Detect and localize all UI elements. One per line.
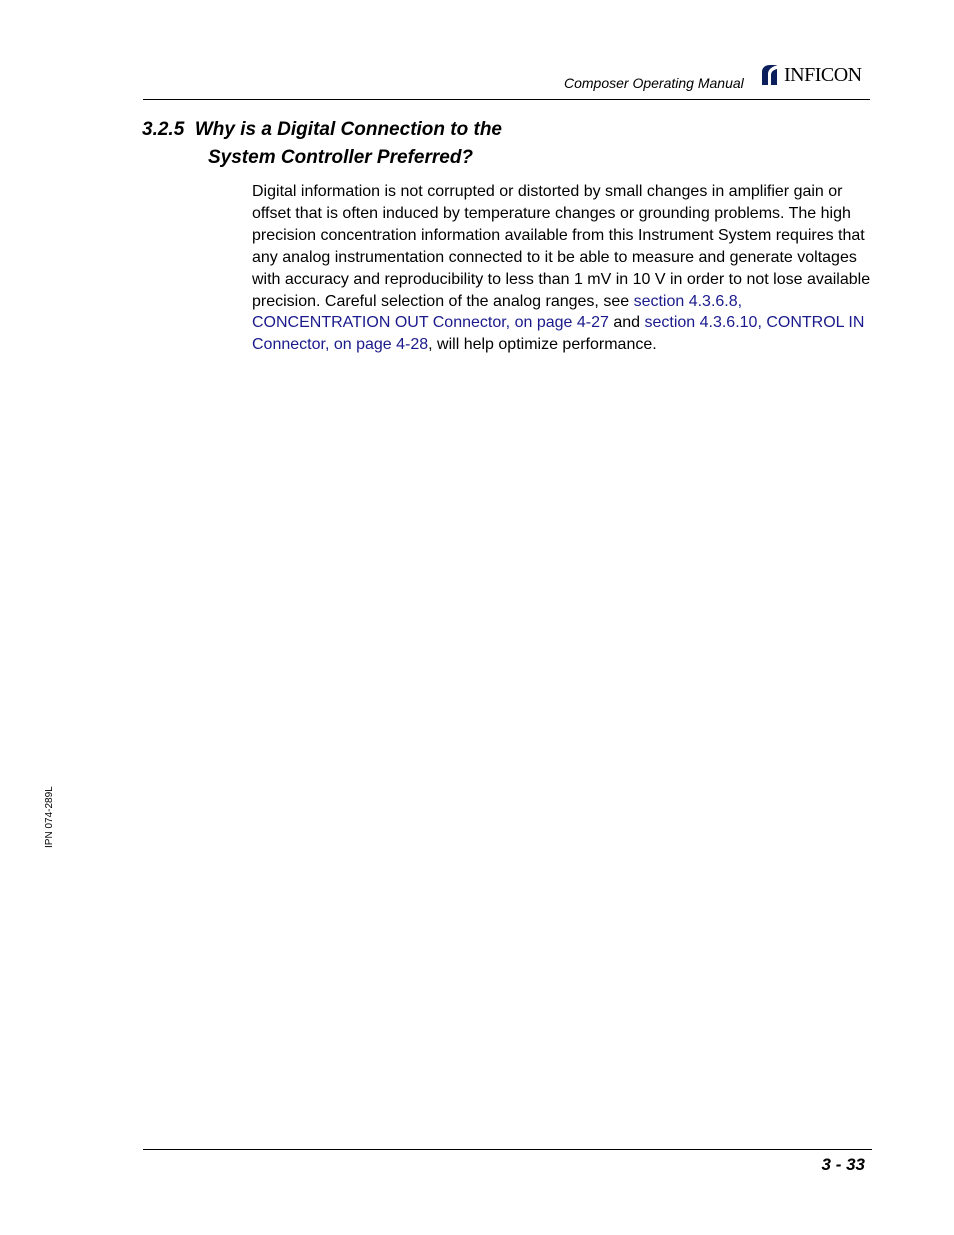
body-text-1: Digital information is not corrupted or distorted by small changes in amplifier gain or offset that is often induced by temperature changes or grounding problems. The high precision concentration information available from this Instrument System requires that any analog instrumentation connected to it be able to measure and generate voltages with accuracy and reproducibility to less than 1 mV in 10 V in order to not lose available precision. Careful selection of the analog ranges, see (252, 183, 871, 310)
body-text-2: and (608, 314, 645, 332)
footer-rule (143, 1149, 872, 1150)
logo-mark-icon (759, 63, 781, 87)
body-paragraph (252, 181, 872, 356)
cross-reference-control-in[interactable]: section 4.3.6.10, CONTROL IN Connector, on page 4-28 (252, 314, 865, 354)
body-text-3: , will help optimize performance. (428, 336, 657, 354)
section-heading-line-1 (142, 116, 762, 144)
cross-reference-concentration-out[interactable]: section 4.3.6.8, CONCENTRATION OUT Connector, on page 4-27 (252, 292, 743, 332)
section-title-line-2: System Controller Preferred? (208, 147, 474, 168)
page-number: 3 - 33 (821, 1155, 865, 1174)
ipn-side-label: IPN 074-289L (44, 786, 55, 848)
manual-title: Composer Operating Manual (564, 75, 744, 91)
inficon-logo (759, 62, 862, 88)
header-rule (143, 99, 870, 100)
logo-wordmark: INFICON (784, 64, 862, 86)
section-number: 3.2.5 (142, 119, 185, 140)
section-title-line-1: Why is a Digital Connection to the (194, 119, 503, 140)
section-heading (142, 116, 762, 172)
